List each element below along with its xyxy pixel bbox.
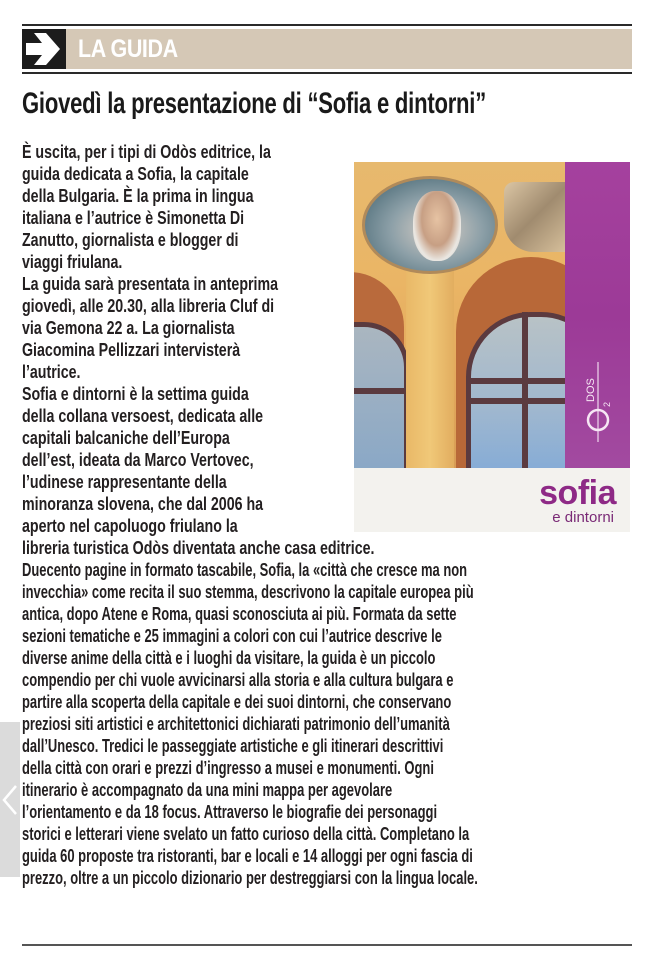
body-line: viaggi friulana. [22,252,123,272]
body-line: Sofia e dintorni è la settima guida [22,384,249,404]
body-line: diverse anime della città e i luoghi da visitare, la guida è un piccolo [22,648,436,668]
previous-page-button[interactable] [0,722,20,877]
body-line: guida 60 proposte tra ristoranti, bar e locali e 14 alloggi per ogni fascia di [22,846,473,866]
chevron-left-icon [2,785,18,815]
book-cover-image [354,162,630,532]
body-line: guida dedicata a Sofia, la capitale [22,164,249,184]
cover-title: sofia [539,474,616,512]
body-line: della collana versoest, dedicata alle [22,406,264,426]
body-line: È uscita, per i tipi di Odòs editrice, la [22,142,271,162]
body-line: La guida sarà presentata in anteprima [22,274,279,294]
svg-text:2: 2 [602,401,612,407]
cover-photo [354,162,565,468]
body-line: Duecento pagine in formato tascabile, Sofia, la «città che cresce ma non [22,560,468,580]
body-line: libreria turistica Odòs diventata anche casa editrice. [22,538,375,558]
body-line: giovedì, alle 20.30, alla libreria Cluf di [22,296,275,316]
cover-spine [565,162,630,468]
body-line: via Gemona 22 a. La giornalista [22,318,235,338]
window-left [354,322,409,468]
body-line: antica, dopo Atene e Roma, quasi sconosciuta ai più. Formata da sette [22,604,457,624]
section-kicker-label: LA GUIDA [78,35,178,63]
window-right [466,312,565,468]
svg-text:DOS: DOS [585,378,597,402]
arrow-right-icon [22,29,66,69]
header-bottom-rule [22,72,632,74]
header-top-rule [22,24,632,26]
body-line: sezioni tematiche e 25 immagini a colori con cui l’autrice descrive le [22,626,442,646]
body-line: prezzo, oltre a un piccolo dizionario per destreggiarsi con la lingua locale. [22,868,478,888]
body-line: l’autrice. [22,362,81,382]
body-line: della Bulgaria. È la prima in lingua [22,186,254,206]
body-line: aperto nel capoluogo friulano la [22,516,238,536]
body-line: invecchia» come recita il suo stemma, descrivono la capitale europea più [22,582,474,602]
body-line: storici e letterari viene svelato un fatto curioso della città. Completano la [22,824,470,844]
body-line: minoranza slovena, che dal 2006 ha [22,494,264,514]
body-line: dall’Unesco. Tredici le passeggiate artistiche e gli itinerari descrittivi [22,736,444,756]
body-line: l’udinese rappresentante della [22,472,227,492]
body-line: Giacomina Pellizzari intervisterà [22,340,241,360]
body-line: Zanutto, giornalista e blogger di [22,230,239,250]
body-line: partire alla scoperta della capitale e dei suoi dintorni, che conservano [22,692,452,712]
body-line: capitali balcaniche dell’Europa [22,428,230,448]
body-line: della città con orari e prezzi d’ingresso a musei e monumenti. Ogni [22,758,434,778]
odos-logo-icon [581,362,615,442]
footer-rule [22,944,632,946]
portrait-medallion [362,176,498,274]
body-line: l’orientamento e da 18 focus. Attraverso le biografie dei personaggi [22,802,438,822]
body-line: itinerario è accompagnato da una mini mappa per agevolare [22,780,393,800]
body-line: dell’est, ideata da Marco Vertovec, [22,450,254,470]
body-line: compendio per chi vuole avvicinarsi alla storia e alla cultura bulgara e [22,670,454,690]
article-headline: Giovedì la presentazione di “Sofia e dintorni” [22,87,487,120]
cover-subtitle: e dintorni [552,509,614,526]
body-line: italiana e l’autrice è Simonetta Di [22,208,245,228]
body-line: preziosi siti artistici e architettonici dichiarati patrimonio dell’umanità [22,714,450,734]
